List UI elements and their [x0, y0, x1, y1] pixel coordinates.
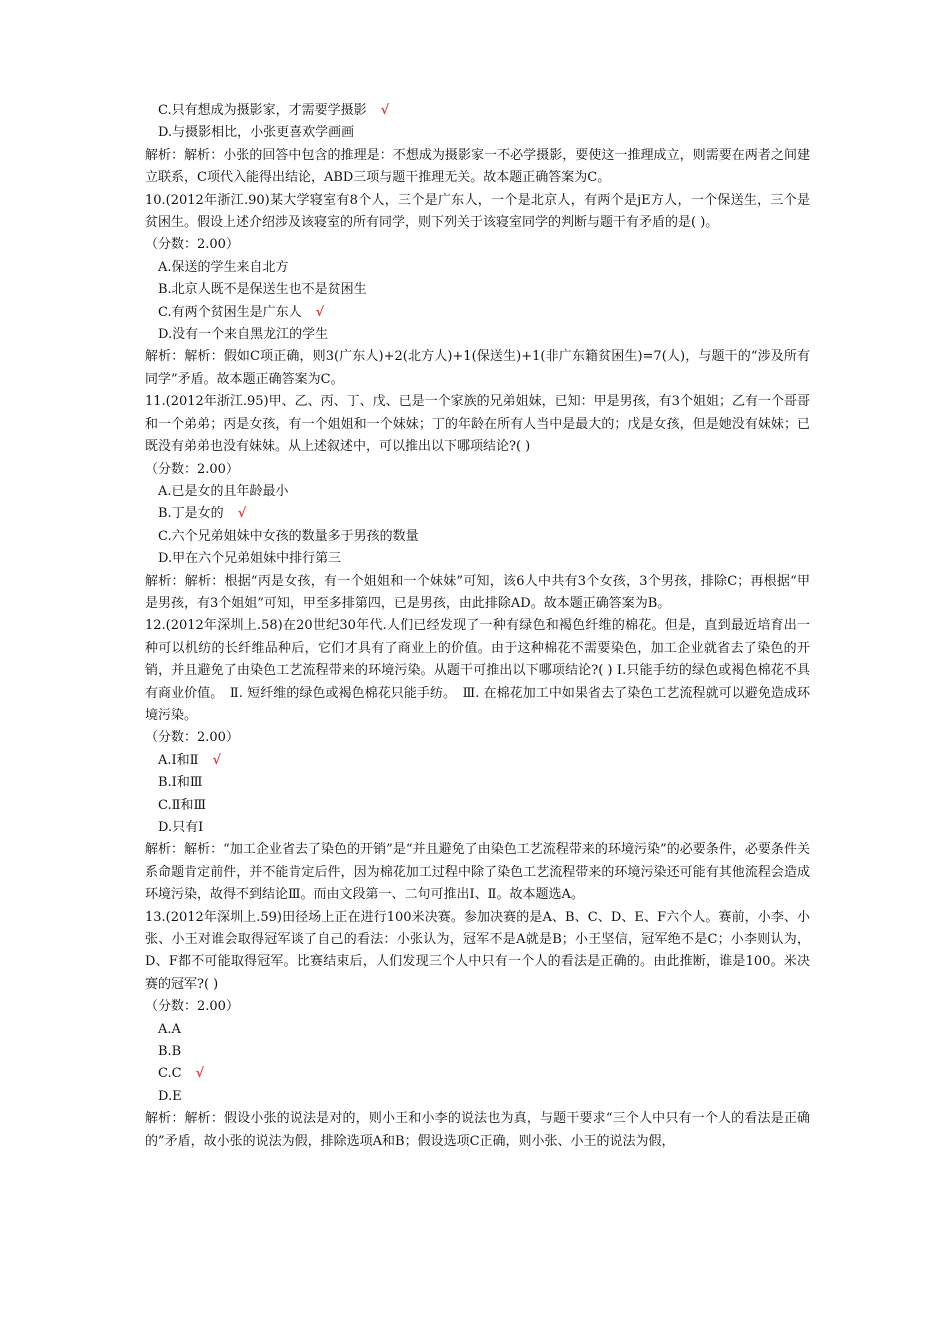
q12-stem: 12.(2012年深圳上.58)在20世纪30年代.人们已经发现了一种有绿色和褐色纤维的棉花。但是，直到最近培育出一种可以机纺的长纤维品种后，它们才具有了商业上的价值。由于这种棉花不需要染色，加工企业就省去了染色的开销，并且避免了由染色工艺流程带来的环境污染。从题干可推出以下哪项结论?( ) Ⅰ.只能手纺的绿色或褐色棉花不具有商业价值。 Ⅱ. 短纤维的绿色或褐色棉花只能手纺。 Ⅲ. 在棉花加工中如果省去了染色工艺流程就可以避免造成环境污染。 — [145, 618, 810, 723]
q10-analysis: 解析：解析：假如C项正确，则3(广东人)+2(北方人)+1(保送生)+1(非广东籍贫困生)=7(人)，与题干的“涉及所有同学”矛盾。故本题正确答案为C。 — [145, 349, 810, 387]
correct-check-icon: √ — [212, 752, 222, 768]
q13-option-c[interactable]: C.C √ — [158, 1066, 205, 1082]
q13-score: （分数：2.00） — [145, 999, 239, 1015]
q11-analysis: 解析：解析：根据“丙是女孩，有一个姐姐和一个妹妹”可知，该6人中共有3个女孩，3个男孩，排除C；再根据“甲是男孩，有3个姐姐”可知，甲至多排第四，已是男孩，由此排除AD。故本题正确答案为B。 — [145, 573, 810, 611]
question-10 — [145, 190, 810, 392]
q12-analysis: 解析：解析：“加工企业省去了染色的开销”是“并且避免了由染色工艺流程带来的环境污染”的必要条件，必要条件关系命题肯定前件，并不能肯定后件，因为棉花加工过程中除了染色工艺流程带来的环境污染还可能有其他流程会造成环境污染，故得不到结论Ⅲ。而由文段第一、二句可推出Ⅰ、Ⅱ。故本题选A。 — [145, 842, 810, 903]
q11-option-b[interactable]: B.丁是女的 √ — [158, 506, 247, 522]
q12-option-a[interactable]: A.Ⅰ和Ⅱ √ — [158, 752, 222, 768]
q10-score: （分数：2.00） — [145, 237, 239, 253]
question-13 — [145, 907, 810, 1153]
q10-stem: 10.(2012年浙江.90)某大学寝室有8个人，三个是广东人，一个是北京人，有两个是jE方人，一个保送生，三个是贫困生。假设上述介绍涉及该寝室的所有同学，则下列关于该寝室同学的判断与题干有矛盾的是( )。 — [145, 192, 810, 231]
q11-option-d[interactable]: D.甲在六个兄弟姐妹中排行第三 — [158, 551, 342, 567]
q10-option-d[interactable]: D.没有一个来自黑龙江的学生 — [158, 327, 329, 343]
q9-option-d[interactable]: D.与摄影相比，小张更喜欢学画画 — [158, 125, 355, 141]
question-11 — [145, 391, 810, 615]
q9-analysis: 解析：解析：小张的回答中包含的推理是：不想成为摄影家一不必学摄影，要使这一推理成立，则需要在两者之间建立联系，C项代入能得出结论，ABD三项与题干推理无关。故本题正确答案为C。 — [145, 147, 810, 186]
question-9-tail — [145, 100, 810, 190]
q11-option-c[interactable]: C.六个兄弟姐妹中女孩的数量多于男孩的数量 — [158, 528, 419, 544]
q13-option-d[interactable]: D.E — [158, 1088, 182, 1104]
q11-score: （分数：2.00） — [145, 461, 239, 477]
q9-option-c[interactable]: C.只有想成为摄影家，才需要学摄影 √ — [158, 103, 390, 118]
q12-option-c[interactable]: C.Ⅱ和Ⅲ — [158, 797, 206, 813]
q11-stem: 11.(2012年浙江.95)甲、乙、丙、丁、戊、已是一个家族的兄弟姐妹，已知：甲是男孩，有3个姐姐；乙有一个哥哥和一个弟弟；丙是女孩，有一个姐姐和一个妹妹；丁的年龄在所有人当中是最大的；戊是女孩，但是她没有妹妹；已既没有弟弟也没有妹妹。从上述叙述中，可以推出以下哪项结论?( ) — [145, 394, 810, 455]
q13-option-a[interactable]: A.A — [158, 1021, 181, 1037]
correct-check-icon: √ — [315, 304, 325, 320]
correct-check-icon: √ — [237, 506, 247, 522]
q12-option-d[interactable]: D.只有Ⅰ — [158, 820, 204, 835]
q12-option-b[interactable]: B.Ⅰ和Ⅲ — [158, 775, 203, 791]
q10-option-c[interactable]: C.有两个贫困生是广东人 √ — [158, 304, 325, 320]
q13-stem: 13.(2012年深圳上.59)田径场上正在进行100米决赛。参加决赛的是A、B、C、D、E、F六个人。赛前，小李、小张、小王对谁会取得冠军谈了自己的看法：小张认为，冠军不是A就是B；小王坚信，冠军绝不是C；小李则认为，D、F都不可能取得冠军。比赛结束后，人们发现三个人中只有一个人的看法是正确的。由此推断，谁是100。米决赛的冠军?( ) — [145, 909, 810, 992]
q11-option-a[interactable]: A.已是女的且年龄最小 — [158, 483, 289, 499]
q10-option-a[interactable]: A.保送的学生来自北方 — [158, 259, 289, 275]
correct-check-icon: √ — [380, 103, 390, 118]
q10-option-b[interactable]: B.北京人既不是保送生也不是贫困生 — [158, 282, 367, 298]
document-page — [145, 100, 810, 1153]
q13-option-b[interactable]: B.B — [158, 1044, 182, 1060]
q13-analysis: 解析：解析：假设小张的说法是对的，则小王和小李的说法也为真，与题干要求“三个人中只有一个人的看法是正确的”矛盾，故小张的说法为假，排除选项A和B；假设选项C正确，则小张、小王的说法为假， — [145, 1111, 810, 1149]
correct-check-icon: √ — [195, 1066, 205, 1082]
question-12 — [145, 615, 810, 906]
q12-score: （分数：2.00） — [145, 730, 239, 746]
